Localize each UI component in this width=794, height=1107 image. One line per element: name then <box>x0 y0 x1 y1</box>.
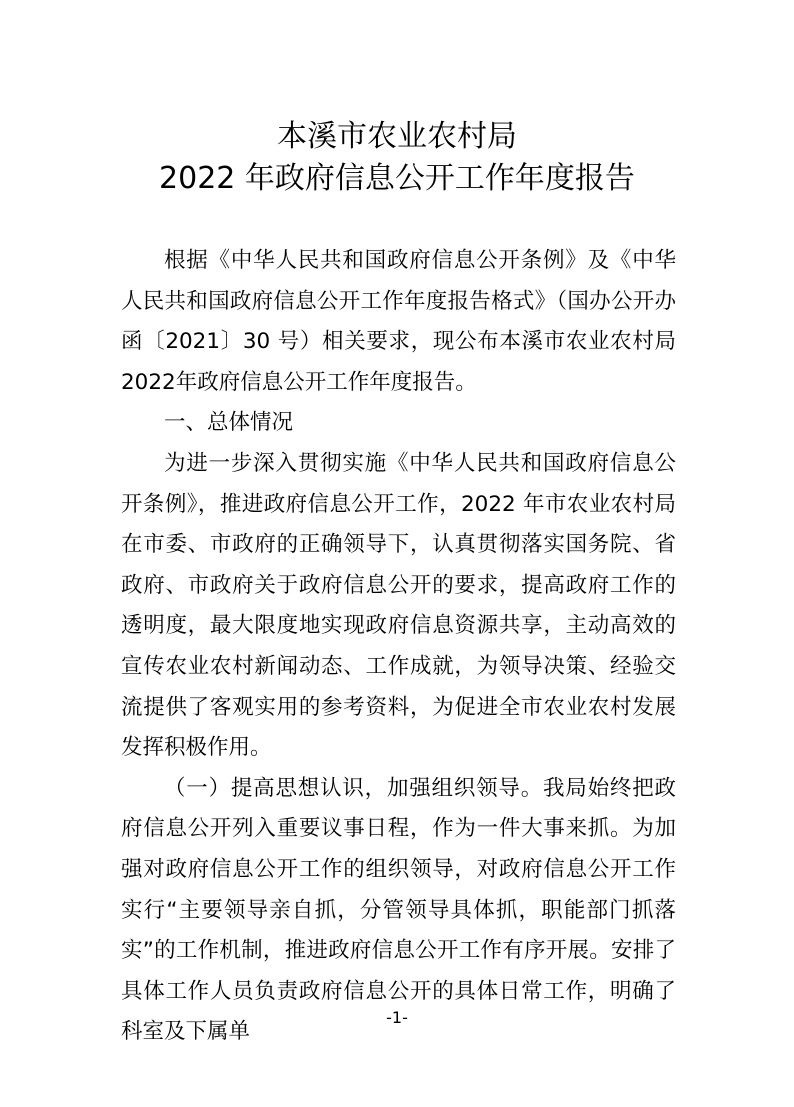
section-heading-overview: 一、总体情况 <box>164 410 294 436</box>
document-title-line2: 2022 年政府信息公开工作年度报告 <box>159 161 635 196</box>
subsection-paragraph-1: （一）提高思想认识，加强组织领导。我局始终把政府信息公开列入重要议事日程，作为一件大事来抓。为加强对政府信息公开工作的组织领导，对政府信息公开工作实行“主要领导亲自抓，分管领导具体抓，职能部门抓落实”的工作机制，推进政府信息公开工作有序开展。安排了具体工作人员负责政府信息公开的具体日常工作，明确了科室及下属单 <box>121 775 676 1045</box>
document-title-line1: 本溪市农业农村局 <box>277 119 517 154</box>
overview-paragraph: 为进一步深入贯彻实施《中华人民共和国政府信息公开条例》，推进政府信息公开工作，2022 年市农业农村局在市委、市政府的正确领导下，认真贯彻落实国务院、省政府、市政府关于政府信息公开的要求，提高政府工作的透明度，最大限度地实现政府信息资源共享，主动高效的宣传农业农村新闻动态、工作成就，为领导决策、经验交流提供了客观实用的参考资料，为促进全市农业农村发展发挥积极作用。 <box>121 450 676 761</box>
intro-paragraph: 根据《中华人民共和国政府信息公开条例》及《中华人民共和国政府信息公开工作年度报告格式》（国办公开办函〔2021〕30 号）相关要求，现公布本溪市农业农村局 2022年政府信息公开工作年度报告。 <box>121 248 676 395</box>
document-body <box>121 241 676 1053</box>
page-number: -1- <box>386 1008 408 1027</box>
